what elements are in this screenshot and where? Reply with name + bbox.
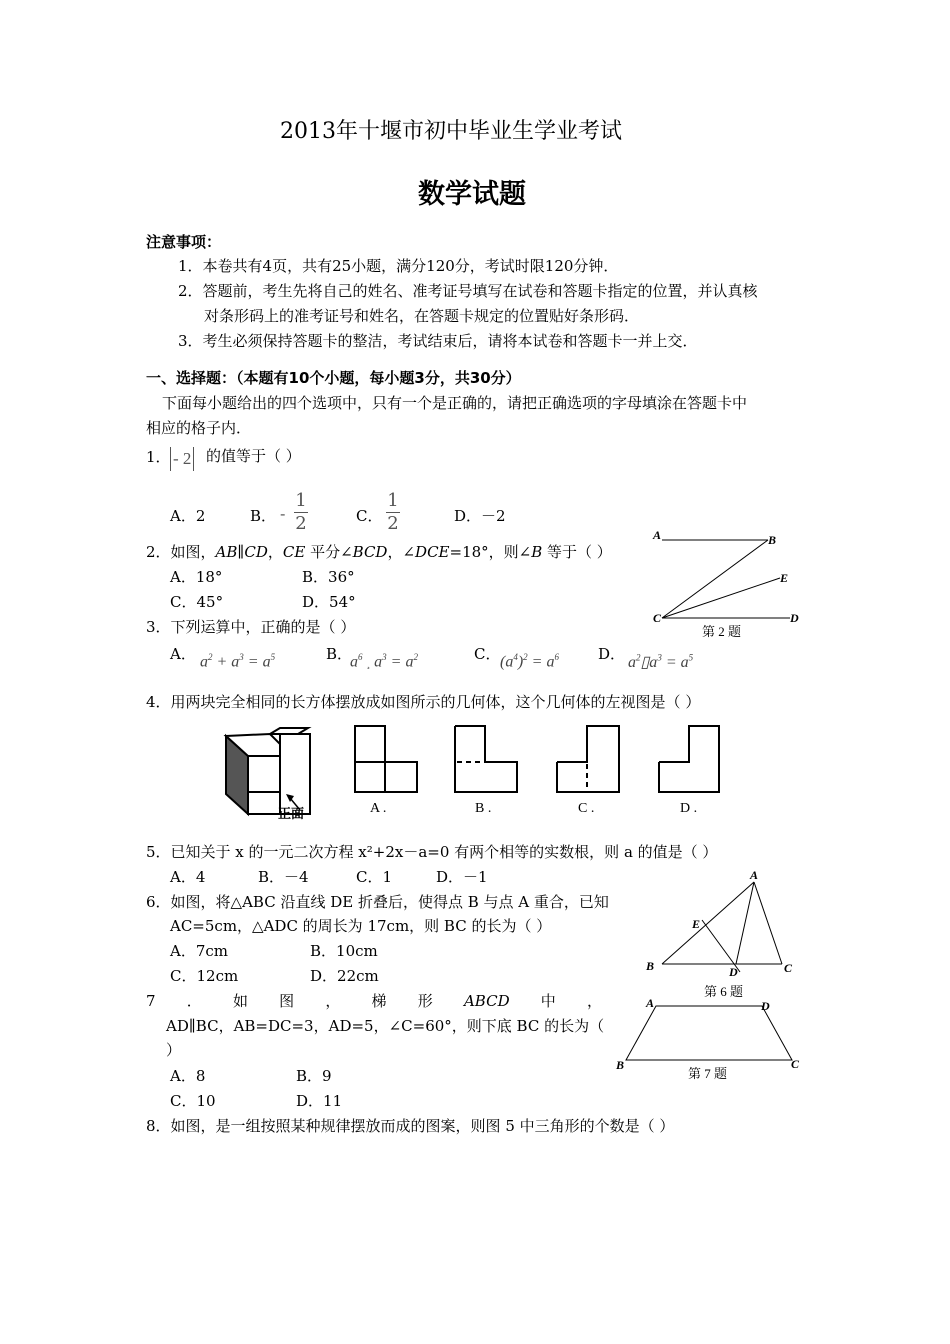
q5-option-d: D．－1 — [436, 868, 488, 886]
label-b: B — [616, 1058, 625, 1072]
note-2: 2．答题前，考生先将自己的姓名、准考证号填写在试卷和答题卡指定的位置，并认真核 — [178, 282, 758, 300]
section-heading: 一、选择题：（本题有10个小题，每小题3分，共30分） — [146, 369, 521, 387]
q7-option-c: C．10 — [170, 1092, 216, 1110]
label-c: C — [653, 611, 662, 625]
q3-option-c-label: C． — [474, 645, 501, 663]
q2-text: 2．如图，AB∥CD，CE 平分∠BCD，∠DCE=18°，则∠B 等于（ ） — [146, 543, 612, 561]
q1-abs-expression: - 2 — [170, 447, 194, 471]
q6-option-d: D．22cm — [310, 967, 379, 985]
notes-heading: 注意事项： — [146, 233, 222, 251]
q4-option-c-shape — [557, 726, 619, 792]
q3-option-a-label: A． — [170, 645, 196, 663]
q2-figure — [640, 524, 810, 644]
section-intro-1: 下面每小题给出的四个选项中，只有一个是正确的，请把正确选项的字母填涂在答题卡中 — [162, 394, 748, 412]
q4-option-b: B . — [475, 801, 492, 816]
q3-option-b-label: B． — [326, 645, 353, 663]
q2-figure-caption: 第 2 题 — [702, 624, 742, 639]
subject-title: 数学试题 — [418, 179, 526, 210]
q4-solid — [226, 728, 310, 814]
q7-figure — [610, 994, 810, 1084]
fraction-numerator: 1 — [295, 490, 307, 511]
q4-figures — [220, 722, 720, 828]
q6-figure-caption: 第 6 题 — [704, 984, 744, 999]
note-1: 1．本卷共有4页，共有25小题，满分120分，考试时限120分钟． — [178, 257, 619, 275]
q3-option-c-expr: $(a^4)^2 = a^6$ — [500, 652, 559, 671]
note-2-cont: 对条形码上的准考证号和姓名，在答题卡规定的位置贴好条形码． — [204, 307, 640, 325]
q6-option-b: B．10cm — [310, 942, 378, 960]
q4-option-d: D . — [680, 801, 698, 816]
q4-option-d-shape — [659, 726, 719, 792]
q7-line-3: ） — [166, 1041, 182, 1059]
front-label: 正面 — [278, 806, 305, 821]
q1-option-a: A．2 — [170, 507, 206, 525]
q4-option-b-shape — [455, 726, 517, 792]
q4-option-a-shape — [355, 726, 417, 792]
q3-option-d-label: D． — [598, 645, 626, 663]
fraction-denominator: 2 — [295, 513, 307, 534]
q6-figure — [640, 868, 800, 1002]
q6-option-a: A．7cm — [170, 942, 229, 960]
q3-text: 3．下列运算中，正确的是（ ） — [146, 618, 356, 636]
label-a: A — [750, 868, 759, 882]
label-b: B — [646, 959, 655, 973]
q1-option-b-sign: - — [280, 504, 286, 523]
label-c: C — [784, 961, 793, 975]
fraction-numerator: 1 — [387, 490, 399, 511]
q4-option-c: C . — [578, 801, 595, 816]
q8-text: 8．如图，是一组按照某种规律摆放而成的图案，则图 5 中三角形的个数是（ ） — [146, 1117, 675, 1135]
q3-option-d-expr: $a^2▯a^3 = a^5$ — [628, 652, 694, 671]
q1-option-b: B． — [250, 507, 277, 525]
note-3: 3．考生必须保持答题卡的整洁，考试结束后，请将本试卷和答题卡一并上交． — [178, 332, 698, 350]
q3-option-a-expr: $a^2 + a^3 = a^5$ — [200, 652, 276, 671]
q2-option-b: B．36° — [302, 568, 355, 586]
q4-text: 4．用两块完全相同的长方体摆放成如图所示的几何体，这个几何体的左视图是（ ） — [146, 693, 701, 711]
q1-option-c: C． — [356, 507, 383, 525]
exam-title: 2013年十堰市初中毕业生学业考试 — [280, 119, 622, 144]
q7-line-1: 7 ． 如 图 ， 梯 形 ABCD 中 ， — [146, 992, 602, 1010]
q7-option-b: B．9 — [296, 1067, 332, 1085]
q1-text: 的值等于（ ） — [206, 447, 301, 465]
label-d: D — [729, 965, 738, 979]
q5-text: 5．已知关于 x 的一元二次方程 x²+2x－a=0 有两个相等的实数根，则 a 的值是（ ） — [146, 843, 718, 861]
q6-line-2: AC=5cm，△ADC 的周长为 17cm，则 BC 的长为（ ） — [170, 917, 552, 935]
q2-option-c: C．45° — [170, 593, 224, 611]
q6-line-1: 6．如图，将△ABC 沿直线 DE 折叠后，使得点 B 与点 A 重合，已知 — [146, 893, 609, 911]
q1-option-c-fraction — [386, 490, 400, 535]
label-a: A — [653, 528, 662, 542]
q1-option-d: D．－2 — [454, 507, 506, 525]
q4-option-a: A . — [370, 801, 387, 816]
label-e: E — [692, 917, 701, 931]
q2-option-a: A．18° — [170, 568, 223, 586]
label-e: E — [780, 571, 789, 585]
q7-option-d: D．11 — [296, 1092, 343, 1110]
q5-option-c: C．1 — [356, 868, 393, 886]
q5-option-b: B．－4 — [258, 868, 309, 886]
fraction-denominator: 2 — [387, 513, 399, 534]
q7-option-a: A．8 — [170, 1067, 206, 1085]
label-d: D — [790, 611, 799, 625]
q1-number: 1． — [146, 448, 171, 466]
q7-line-2: AD∥BC，AB=DC=3，AD=5，∠C=60°，则下底 BC 的长为（ — [166, 1017, 605, 1035]
section-intro-2: 相应的格子内． — [146, 419, 252, 437]
q2-option-d: D．54° — [302, 593, 356, 611]
label-a: A — [646, 996, 655, 1010]
label-d: D — [761, 999, 770, 1013]
q1-option-b-fraction — [294, 490, 308, 535]
label-b: B — [768, 533, 777, 547]
label-c: C — [791, 1057, 800, 1071]
q7-figure-caption: 第 7 题 — [688, 1066, 728, 1081]
q5-option-a: A．4 — [170, 868, 206, 886]
q6-option-c: C．12cm — [170, 967, 239, 985]
q3-option-b-expr: $a^6$ ¸ $a^3 = a^2$ — [350, 652, 418, 671]
